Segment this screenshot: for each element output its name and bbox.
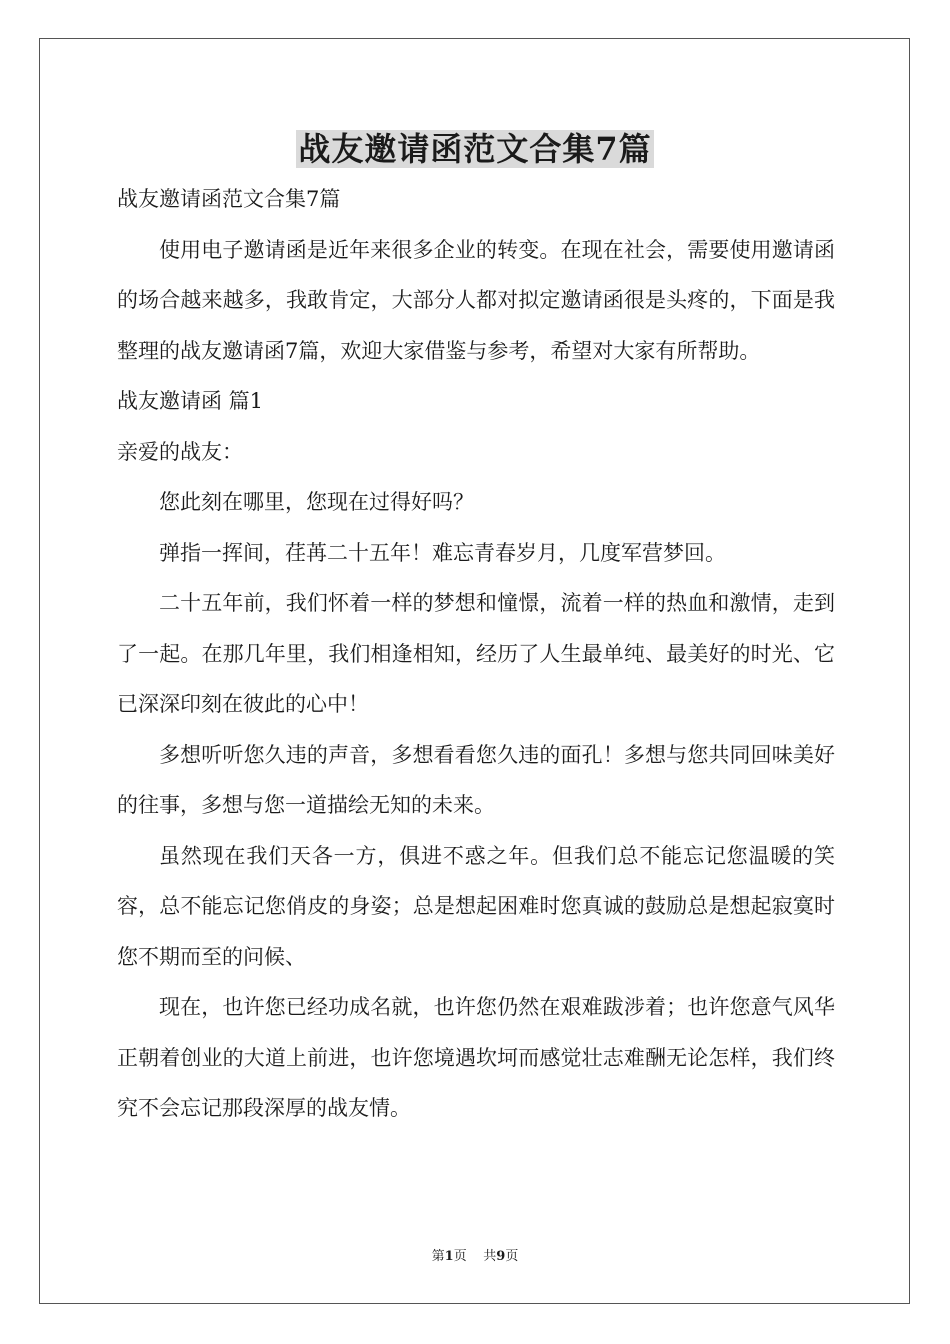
paragraph: 您此刻在哪里，您现在过得好吗？ <box>159 490 474 514</box>
document-title <box>0 127 950 171</box>
document-body <box>117 174 835 1134</box>
paragraph: 二十五年前，我们怀着一样的梦想和憧憬，流着一样的热血和激情，走到了一起。在那几年里，我们相逢相知，经历了人生最单纯、最美好的时光、它已深深印刻在彼此的心中！ <box>117 591 835 716</box>
paragraph: 多想听听您久违的声音，多想看看您久违的面孔！多想与您共同回味美好的往事，多想与您一道描绘无知的未来。 <box>117 742 835 817</box>
paragraph: 现在，也许您已经功成名就，也许您仍然在艰难跋涉着；也许您意气风华正朝着创业的大道上前进，也许您境遇坎坷而感觉壮志难酬无论怎样，我们终究不会忘记那段深厚的战友情。 <box>117 995 835 1120</box>
paragraph: 战友邀请函范文合集7篇 <box>117 187 341 211</box>
section-heading: 战友邀请函 篇1 <box>117 389 264 413</box>
page-footer <box>0 1249 950 1265</box>
page-total: 共9页 <box>483 1249 519 1264</box>
salutation: 亲爱的战友： <box>117 439 243 464</box>
document-title-text: 战友邀请函范文合集7篇 <box>298 130 652 168</box>
page-number: 第1页 <box>431 1249 467 1264</box>
paragraph: 使用电子邀请函是近年来很多企业的转变。在现在社会，需要使用邀请函的场合越来越多，我敢肯定，大部分人都对拟定邀请函很是头疼的，下面是我整理的战友邀请函7篇，欢迎大家借鉴与参考，希望对大家有所帮助。 <box>117 237 835 363</box>
paragraph: 虽然现在我们天各一方，俱进不惑之年。但我们总不能忘记您温暖的笑容，总不能忘记您俏皮的身姿；总是想起困难时您真诚的鼓励总是想起寂寞时您不期而至的问候、 <box>117 843 835 969</box>
paragraph: 弹指一挥间，荏苒二十五年！难忘青春岁月，几度军营梦回。 <box>159 540 726 565</box>
